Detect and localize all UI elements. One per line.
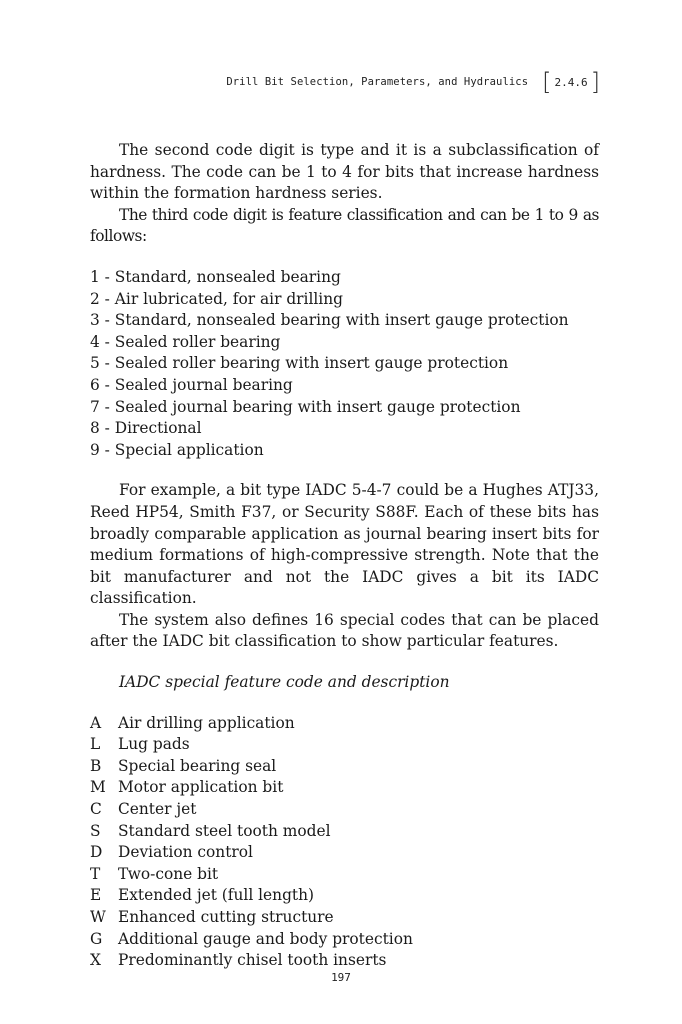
special-codes-list xyxy=(90,713,599,972)
list-item xyxy=(90,929,599,951)
list-item: 5 - Sealed roller bearing with insert gauge protection xyxy=(90,354,509,373)
code-description: Standard steel tooth model xyxy=(118,821,331,840)
code-description: Additional gauge and body protection xyxy=(118,929,413,948)
code-letter: S xyxy=(90,821,101,840)
list-item: 3 - Standard, nonsealed bearing with insert gauge protection xyxy=(90,311,569,330)
code-letter: M xyxy=(90,778,106,797)
code-description: Special bearing seal xyxy=(118,756,277,775)
section-number xyxy=(542,70,600,94)
code-description: Deviation control xyxy=(118,843,253,862)
code-letter: C xyxy=(90,800,102,819)
list-item xyxy=(90,842,599,864)
list-item xyxy=(90,907,599,929)
paragraph-example: For example, a bit type IADC 5-4-7 could be a Hughes ATJ33, Reed HP54, Smith F37, or Security S88F. Each of these bits has broadly comparable application as journal bearing insert bits for medium formations of high-compressive strength. Note that the bit manufacturer and not the IADC gives a bit its IADC classification. xyxy=(90,481,599,608)
code-description: Two-cone bit xyxy=(118,864,219,883)
feature-classification-list xyxy=(90,267,599,461)
code-description: Center jet xyxy=(118,800,197,819)
list-item: 9 - Special application xyxy=(90,440,264,459)
running-title: Drill Bit Selection, Parameters, and Hydraulics xyxy=(226,76,529,88)
list-item xyxy=(90,885,599,907)
list-item xyxy=(90,864,599,886)
bracket-close: ] xyxy=(590,68,600,96)
code-description: Extended jet (full length) xyxy=(118,886,315,905)
list-item: 7 - Sealed journal bearing with insert gauge protection xyxy=(90,397,521,416)
code-letter: T xyxy=(90,864,101,883)
list-item: 8 - Directional xyxy=(90,419,202,438)
list-item xyxy=(90,821,599,843)
page-header xyxy=(90,70,600,94)
list-item xyxy=(90,777,599,799)
list-item xyxy=(90,756,599,778)
list-item: 4 - Sealed roller bearing xyxy=(90,332,281,351)
code-description: Lug pads xyxy=(118,735,190,754)
code-description: Motor application bit xyxy=(118,778,284,797)
paragraph-third-digit: The third code digit is feature classification and can be 1 to 9 as follows: xyxy=(90,205,599,246)
list-item xyxy=(90,713,599,735)
paragraph-second-digit: The second code digit is type and it is a subclassification of hardness. The code can be 1 to 4 for bits that increase hardness within the formation hardness series. xyxy=(90,141,599,203)
code-letter: L xyxy=(90,735,101,754)
special-codes-caption: IADC special feature code and description xyxy=(119,673,450,692)
code-description: Enhanced cutting structure xyxy=(118,908,334,926)
list-item: 2 - Air lubricated, for air drilling xyxy=(90,289,343,308)
page-number: 197 xyxy=(331,971,351,984)
bracket-open: [ xyxy=(542,68,552,96)
code-letter: B xyxy=(90,756,102,775)
code-description: Predominantly chisel tooth inserts xyxy=(118,951,387,970)
list-item: 6 - Sealed journal bearing xyxy=(90,375,293,394)
code-letter: W xyxy=(90,908,106,926)
code-letter: G xyxy=(90,929,103,948)
code-letter: E xyxy=(90,886,102,905)
code-letter: A xyxy=(90,713,102,732)
code-letter: X xyxy=(90,951,101,970)
code-description: Air drilling application xyxy=(118,713,295,732)
paragraph-special-codes: The system also defines 16 special codes that can be placed after the IADC bit classification to show particular features. xyxy=(90,610,599,651)
list-item xyxy=(90,950,599,972)
page-body xyxy=(90,140,599,972)
list-item: 1 - Standard, nonsealed bearing xyxy=(90,267,341,286)
section-number-value: 2.4.6 xyxy=(554,75,588,89)
list-item xyxy=(90,734,599,756)
list-item xyxy=(90,799,599,821)
code-letter: D xyxy=(90,843,103,862)
